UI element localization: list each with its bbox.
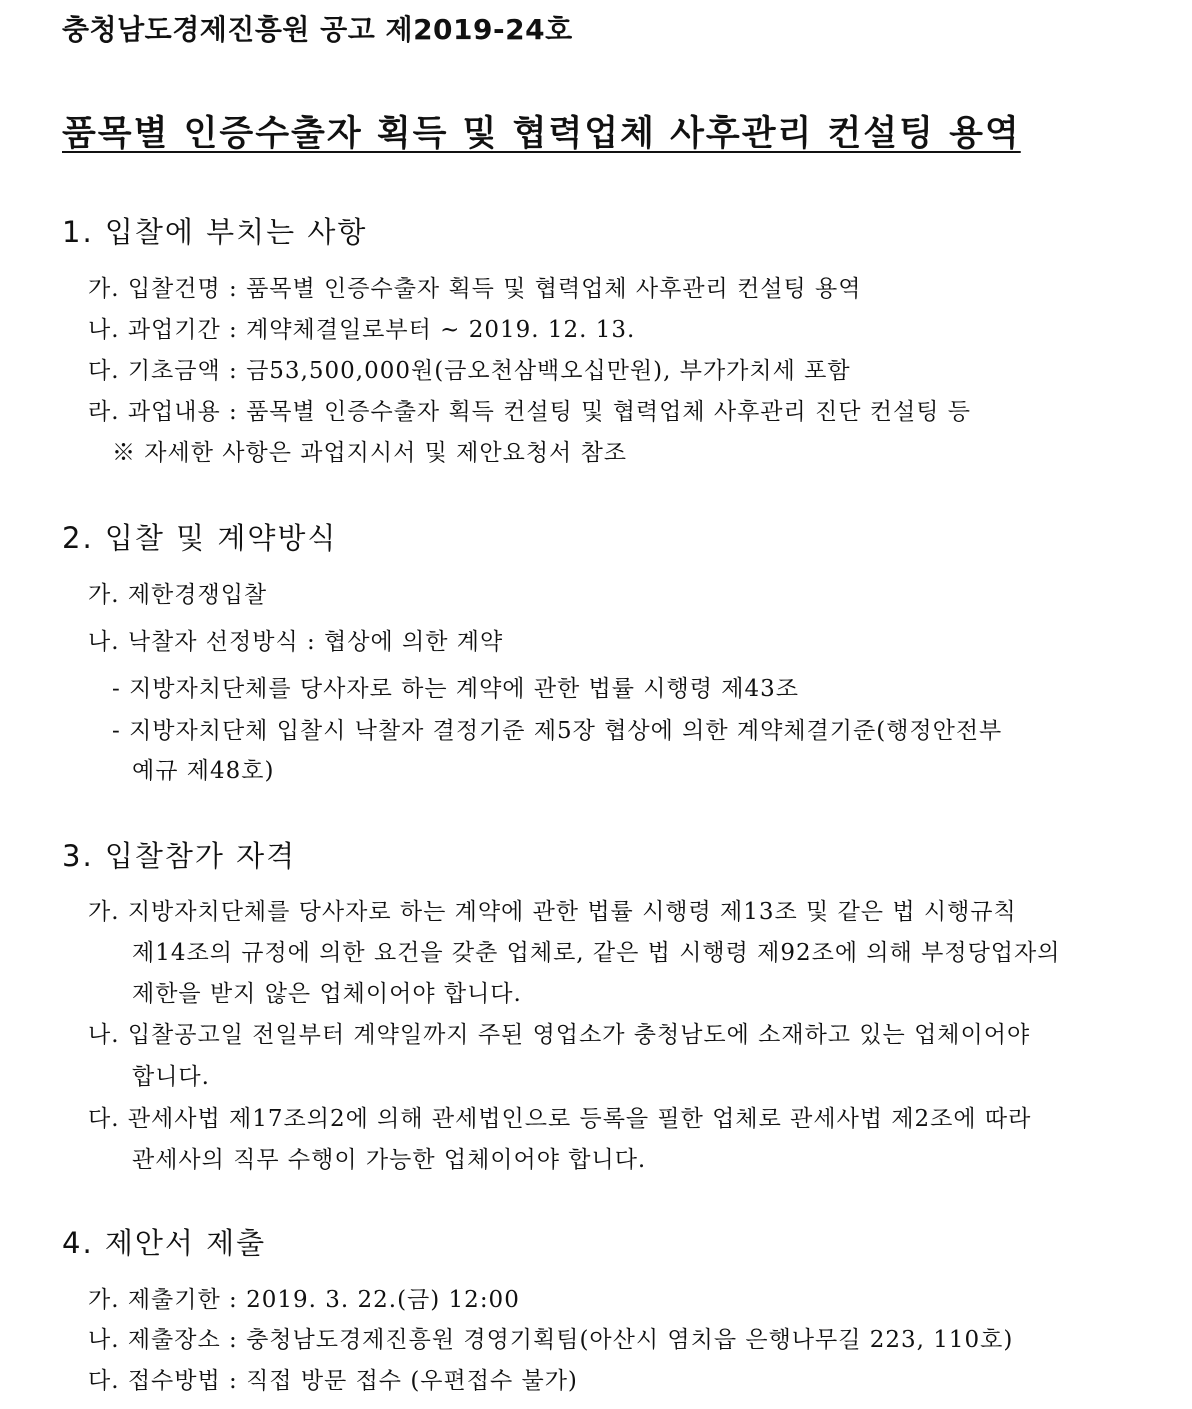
section-3-item-ga: 가. 지방자치단체를 당사자로 하는 계약에 관한 법률 시행령 제13조 및 같은 법 시행규칙 bbox=[88, 899, 1017, 925]
section-4-heading: 4. 제안서 제출 bbox=[62, 1226, 267, 1260]
section-4-item-da: 다. 접수방법 : 직접 방문 접수 (우편접수 불가) bbox=[88, 1368, 578, 1394]
section-3-item-ga-cont-1: 제14조의 규정에 의한 요건을 갖춘 업체로, 같은 법 시행령 제92조에 의해 부정당업자의 bbox=[132, 940, 1061, 966]
section-3-item-da-cont: 관세사의 직무 수행이 가능한 업체이어야 합니다. bbox=[132, 1147, 647, 1173]
section-3-heading: 3. 입찰참가 자격 bbox=[62, 839, 297, 873]
section-1-item-da: 다. 기초금액 : 금53,500,000원(금오천삼백오십만원), 부가가치세 포함 bbox=[88, 358, 851, 384]
section-4-item-ga: 가. 제출기한 : 2019. 3. 22.(금) 12:00 bbox=[88, 1287, 520, 1313]
section-3-item-na-cont: 합니다. bbox=[132, 1064, 210, 1090]
section-1-heading: 1. 입찰에 부치는 사항 bbox=[62, 215, 368, 249]
section-2-heading: 2. 입찰 및 계약방식 bbox=[62, 521, 338, 555]
section-3-item-da: 다. 관세사법 제17조의2에 의해 관세법인으로 등록을 필한 업체로 관세사법 제2조에 따라 bbox=[88, 1106, 1032, 1132]
document-title: 품목별 인증수출자 획득 및 협력업체 사후관리 컨설팅 용역 bbox=[62, 114, 1021, 154]
section-2-sub-2: - 지방자치단체 입찰시 낙찰자 결정기준 제5장 협상에 의한 계약체결기준(행정안전부 bbox=[112, 718, 1003, 744]
section-2-item-na: 나. 낙찰자 선정방식 : 협상에 의한 계약 bbox=[88, 629, 504, 655]
section-1-item-ra: 라. 과업내용 : 품목별 인증수출자 획득 컨설팅 및 협력업체 사후관리 진단 컨설팅 등 bbox=[88, 399, 971, 425]
section-3-item-na: 나. 입찰공고일 전일부터 계약일까지 주된 영업소가 충청남도에 소재하고 있는 업체이어야 bbox=[88, 1022, 1031, 1048]
section-1-item-ga: 가. 입찰건명 : 품목별 인증수출자 획득 및 협력업체 사후관리 컨설팅 용역 bbox=[88, 276, 862, 302]
section-1-note: ※ 자세한 사항은 과업지시서 및 제안요청서 참조 bbox=[112, 440, 628, 466]
section-1-item-na: 나. 과업기간 : 계약체결일로부터 ~ 2019. 12. 13. bbox=[88, 317, 636, 343]
section-2-sub-1: - 지방자치단체를 당사자로 하는 계약에 관한 법률 시행령 제43조 bbox=[112, 676, 799, 702]
notice-number: 충청남도경제진흥원 공고 제2019-24호 bbox=[62, 13, 573, 46]
section-2-item-ga: 가. 제한경쟁입찰 bbox=[88, 582, 268, 608]
section-4-item-na: 나. 제출장소 : 충청남도경제진흥원 경영기획팀(아산시 염치읍 은행나무길 223, 110호) bbox=[88, 1327, 1014, 1353]
section-3-item-ga-cont-2: 제한을 받지 않은 업체이어야 합니다. bbox=[132, 981, 522, 1007]
section-2-sub-2-cont: 예규 제48호) bbox=[132, 758, 275, 784]
